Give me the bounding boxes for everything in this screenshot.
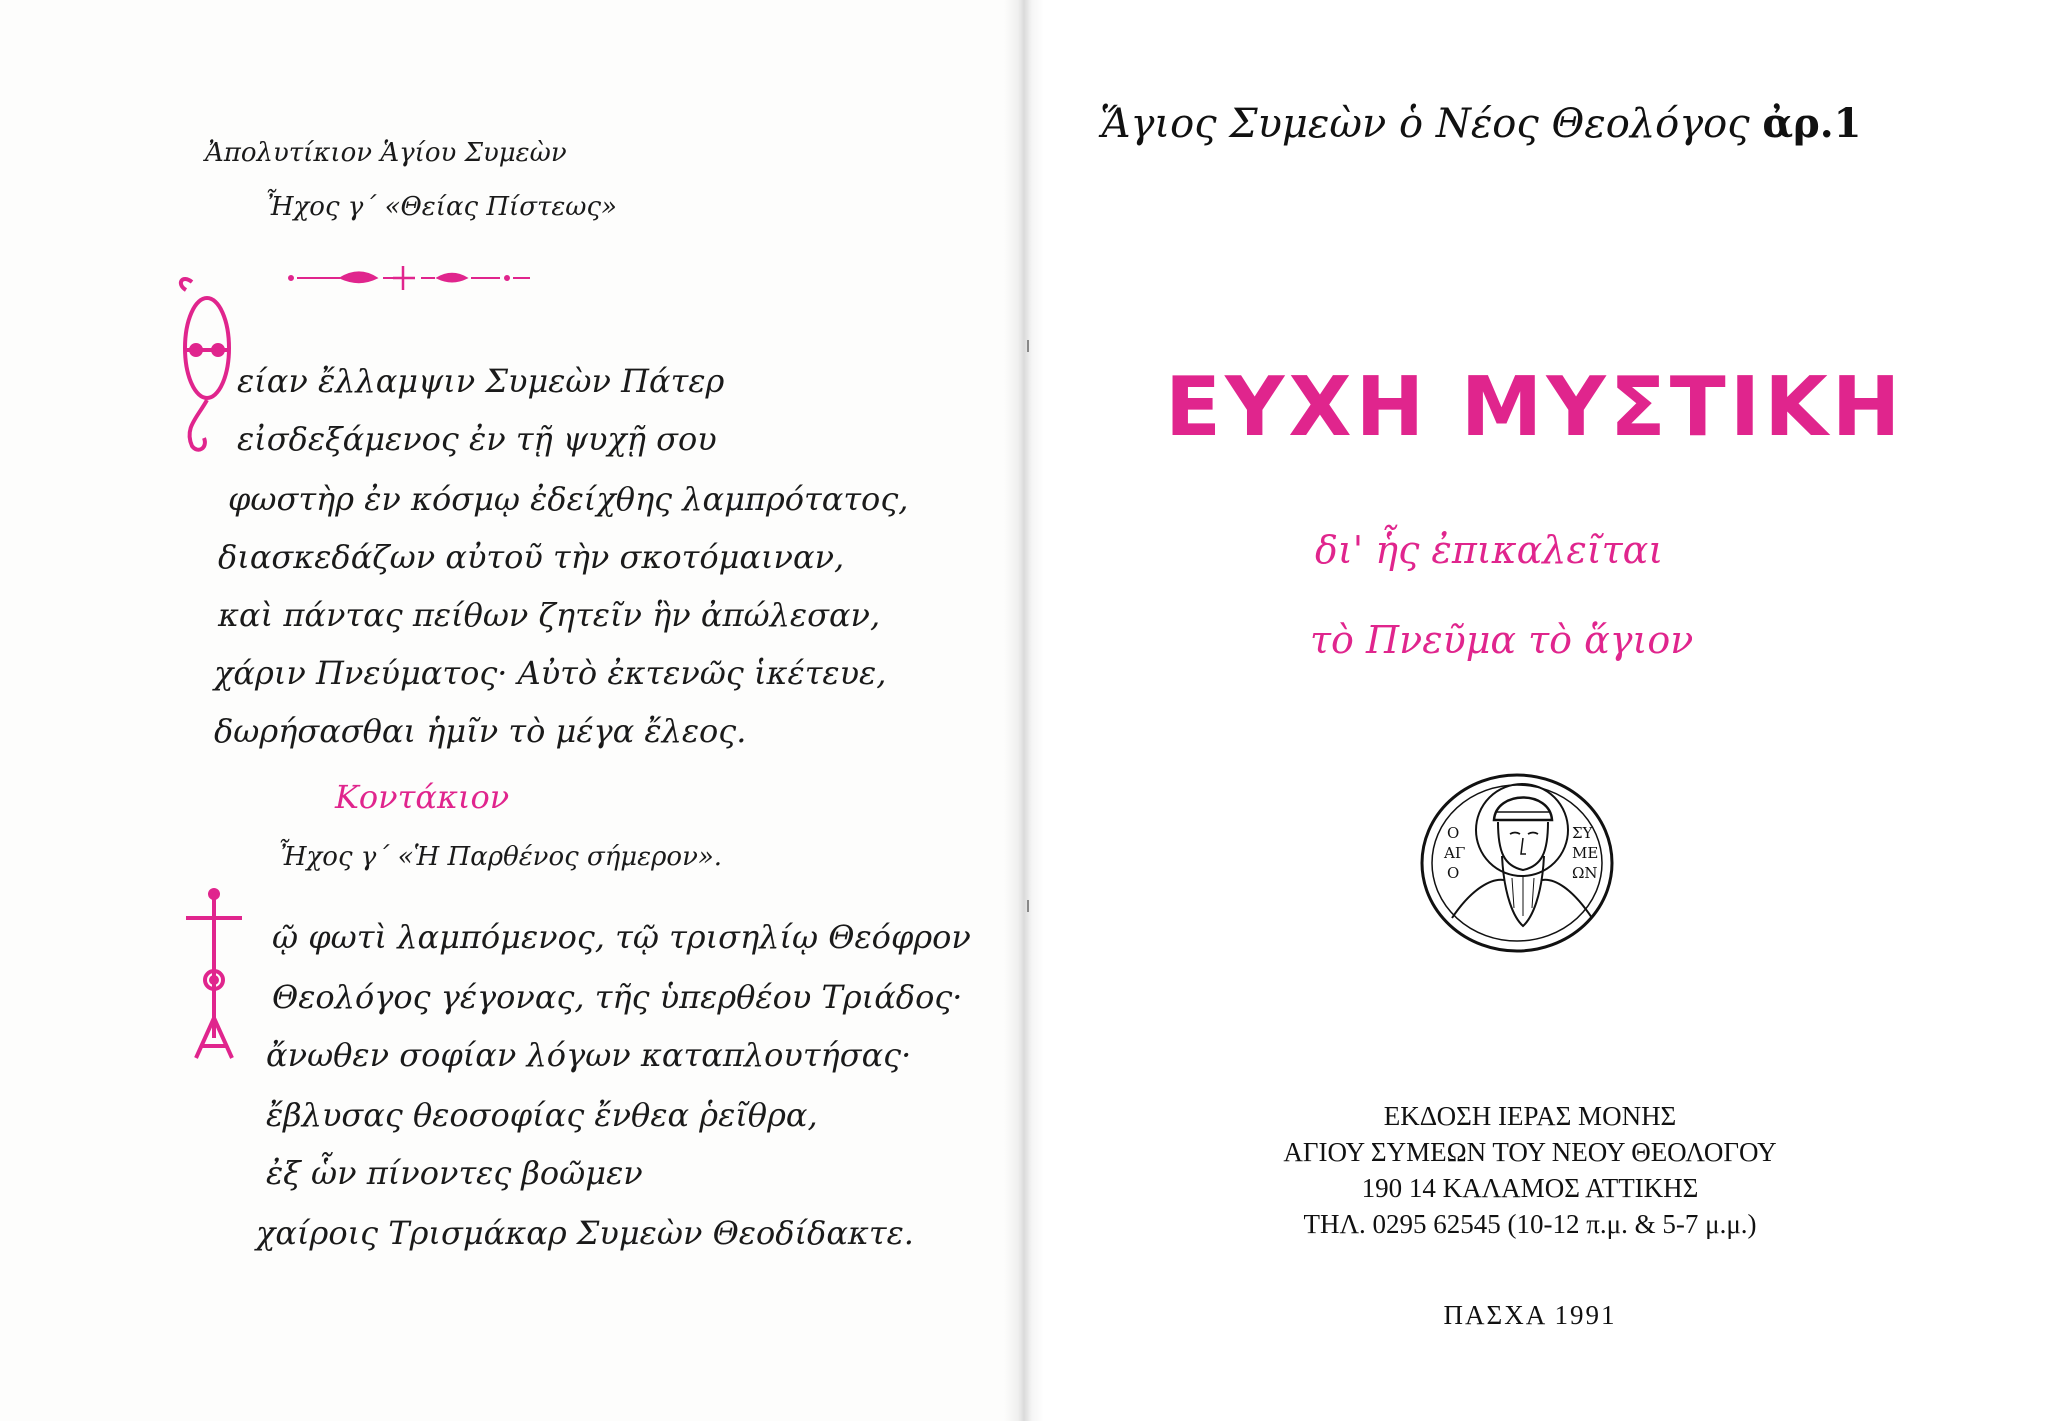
- main-title: ΕΥΧΗ ΜΥΣΤΙΚΗ: [1165, 360, 1905, 455]
- medallion-left-label: Ο: [1447, 864, 1460, 882]
- publisher-line: ΤΗΛ. 0295 62545 (10-12 π.μ. & 5-7 μ.μ.): [1303, 1209, 1757, 1239]
- apolytikion-line: δωρήσασθαι ἡμῖν τὸ μέγα ἔλεος.: [214, 712, 747, 750]
- kontakion-heading: Κοντάκιον: [335, 778, 510, 816]
- apolytikion-line: διασκεδάζων αὐτοῦ τὴν σκοτόμαιναν,: [218, 538, 845, 576]
- kontakion-line: ἔβλυσας θεοσοφίας ἔνθεα ῥεῖθρα,: [266, 1096, 818, 1134]
- apolytikion-line: καὶ πάντας πείθων ζητεῖν ἣν ἀπώλεσαν,: [218, 596, 881, 634]
- kontakion-line: Θεολόγος γέγονας, τῆς ὑπερθέου Τριάδος·: [272, 978, 963, 1016]
- kontakion-tone: Ἦχος γ΄ «Ἡ Παρθένος σήμερον».: [278, 842, 723, 872]
- subtitle-line-1: δι' ἧς ἐπικαλεῖται: [1315, 528, 1664, 572]
- medallion-right-label: ΩΝ: [1572, 864, 1598, 882]
- medallion-left-label: Ο: [1447, 824, 1460, 842]
- publisher-line: ΑΓΙΟΥ ΣΥΜΕΩΝ ΤΟΥ ΝΕΟΥ ΘΕΟΛΟΓΟΥ: [1283, 1137, 1777, 1167]
- series-title-text: Ἅγιος Συμεὼν ὁ Νέος Θεολόγος: [1100, 101, 1750, 147]
- apolytikion-line: είαν ἔλλαμψιν Συμεὼν Πάτερ: [237, 362, 725, 400]
- apolytikion-line: φωστὴρ ἐν κόσμῳ ἐδείχθης λαμπρότατος,: [228, 480, 909, 518]
- fold-mark: [1027, 340, 1029, 352]
- publisher-line: ΕΚΔΟΣΗ ΙΕΡΑΣ ΜΟΝΗΣ: [1383, 1101, 1677, 1131]
- publication-date: ΠΑΣΧΑ 1991: [1443, 1300, 1617, 1330]
- subtitle-line-2: τὸ Πνεῦμα τὸ ἅγιον: [1310, 618, 1694, 662]
- fold-mark: [1027, 900, 1029, 912]
- initial-tau-ornament: [180, 888, 250, 1068]
- series-number: ἀρ.1: [1762, 100, 1862, 147]
- apolytikion-line: εἰσδεξάμενος ἐν τῇ ψυχῇ σου: [237, 420, 717, 458]
- kontakion-line: ἐξ ὧν πίνοντες βοῶμεν: [266, 1154, 643, 1192]
- medallion-right-label: ΣΥ: [1572, 824, 1593, 842]
- publisher-line: 190 14 ΚΑΛΑΜΟΣ ΑΤΤΙΚΗΣ: [1361, 1173, 1699, 1203]
- kontakion-line: χαίροις Τρισμάκαρ Συμεὼν Θεοδίδακτε.: [256, 1214, 914, 1252]
- medallion-right-label: ΜΕ: [1572, 844, 1599, 862]
- book-gutter: [1004, 0, 1044, 1421]
- medallion-left-label: ΑΓ: [1444, 844, 1466, 862]
- apolytikion-tone: Ἦχος γ΄ «Θείας Πίστεως»: [265, 192, 617, 222]
- kontakion-line: ῷ φωτὶ λαμπόμενος, τῷ τρισηλίῳ Θεόφρον: [272, 918, 971, 956]
- ornament-divider: [285, 262, 535, 292]
- kontakion-line: ἄνωθεν σοφίαν λόγων καταπλουτήσας·: [266, 1036, 912, 1074]
- publisher-block: [1180, 1098, 1880, 1242]
- initial-theta-ornament: [172, 268, 242, 458]
- series-title: [1100, 100, 1862, 147]
- apolytikion-line: χάριν Πνεύματος· Αὐτὸ ἐκτενῶς ἱκέτευε,: [214, 654, 887, 692]
- saint-medallion-icon: [1412, 768, 1622, 958]
- apolytikion-heading: Ἀπολυτίκιον Ἁγίου Συμεὼν: [205, 138, 567, 168]
